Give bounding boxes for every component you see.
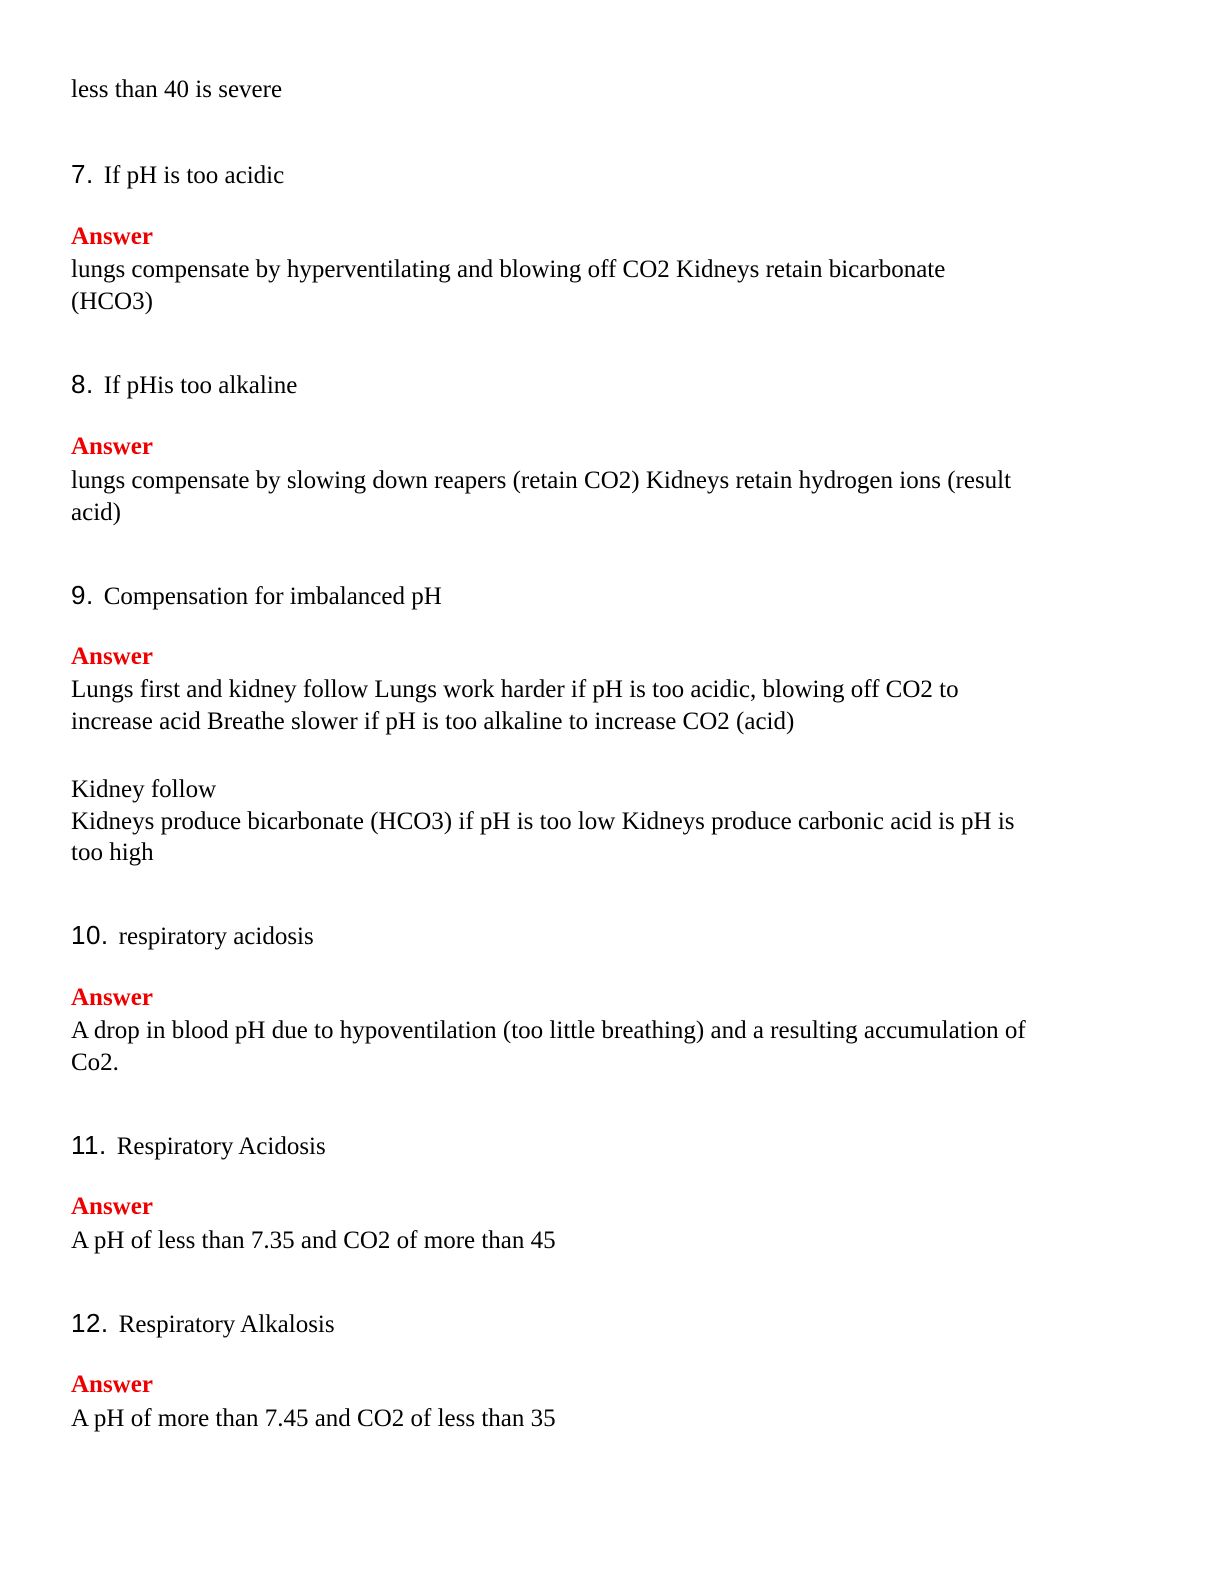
answer-line: Kidney follow [71, 776, 217, 803]
answer-line: too high [71, 839, 154, 866]
question-number: 7. [71, 159, 94, 189]
question-10 [71, 919, 314, 953]
answer-line: lungs compensate by hyperventilating and blowing off CO2 Kidneys retain bicarbonate [71, 256, 946, 283]
question-7 [71, 158, 284, 192]
question-number: 11. [71, 1130, 107, 1160]
answer-line: A pH of less than 7.35 and CO2 of more than 45 [71, 1227, 556, 1254]
question-prompt: If pHis too alkaline [103, 372, 298, 399]
question-number: 8. [71, 369, 94, 399]
question-number: 10. [71, 920, 109, 950]
intro-line: less than 40 is severe [71, 76, 283, 103]
question-number: 9. [71, 580, 94, 610]
answer-line: A pH of more than 7.45 and CO2 of less than 35 [71, 1405, 556, 1432]
answer-line: acid) [71, 499, 121, 526]
answer-label: Answer [71, 643, 153, 670]
answer-line: (HCO3) [71, 288, 153, 315]
answer-label: Answer [71, 433, 153, 460]
answer-line: Kidneys produce bicarbonate (HCO3) if pH is too low Kidneys produce carbonic acid is pH is [71, 808, 1015, 835]
answer-line: lungs compensate by slowing down reapers (retain CO2) Kidneys retain hydrogen ions (result [71, 467, 1012, 494]
question-11 [71, 1129, 326, 1163]
question-prompt: Respiratory Alkalosis [118, 1311, 335, 1338]
question-8 [71, 368, 297, 402]
answer-line: increase acid Breathe slower if pH is too alkaline to increase CO2 (acid) [71, 708, 795, 735]
answer-label: Answer [71, 984, 153, 1011]
question-prompt: respiratory acidosis [118, 923, 314, 950]
answer-label: Answer [71, 223, 153, 250]
answer-line: Co2. [71, 1049, 119, 1076]
question-9 [71, 579, 442, 613]
question-12 [71, 1307, 335, 1341]
question-prompt: Respiratory Acidosis [116, 1133, 326, 1160]
answer-line: A drop in blood pH due to hypoventilation (too little breathing) and a resulting accumulation of [71, 1017, 1026, 1044]
answer-line: Lungs first and kidney follow Lungs work harder if pH is too acidic, blowing off CO2 to [71, 676, 959, 703]
question-prompt: If pH is too acidic [103, 162, 285, 189]
answer-label: Answer [71, 1193, 153, 1220]
question-prompt: Compensation for imbalanced pH [103, 583, 442, 610]
question-number: 12. [71, 1308, 109, 1338]
answer-label: Answer [71, 1371, 153, 1398]
